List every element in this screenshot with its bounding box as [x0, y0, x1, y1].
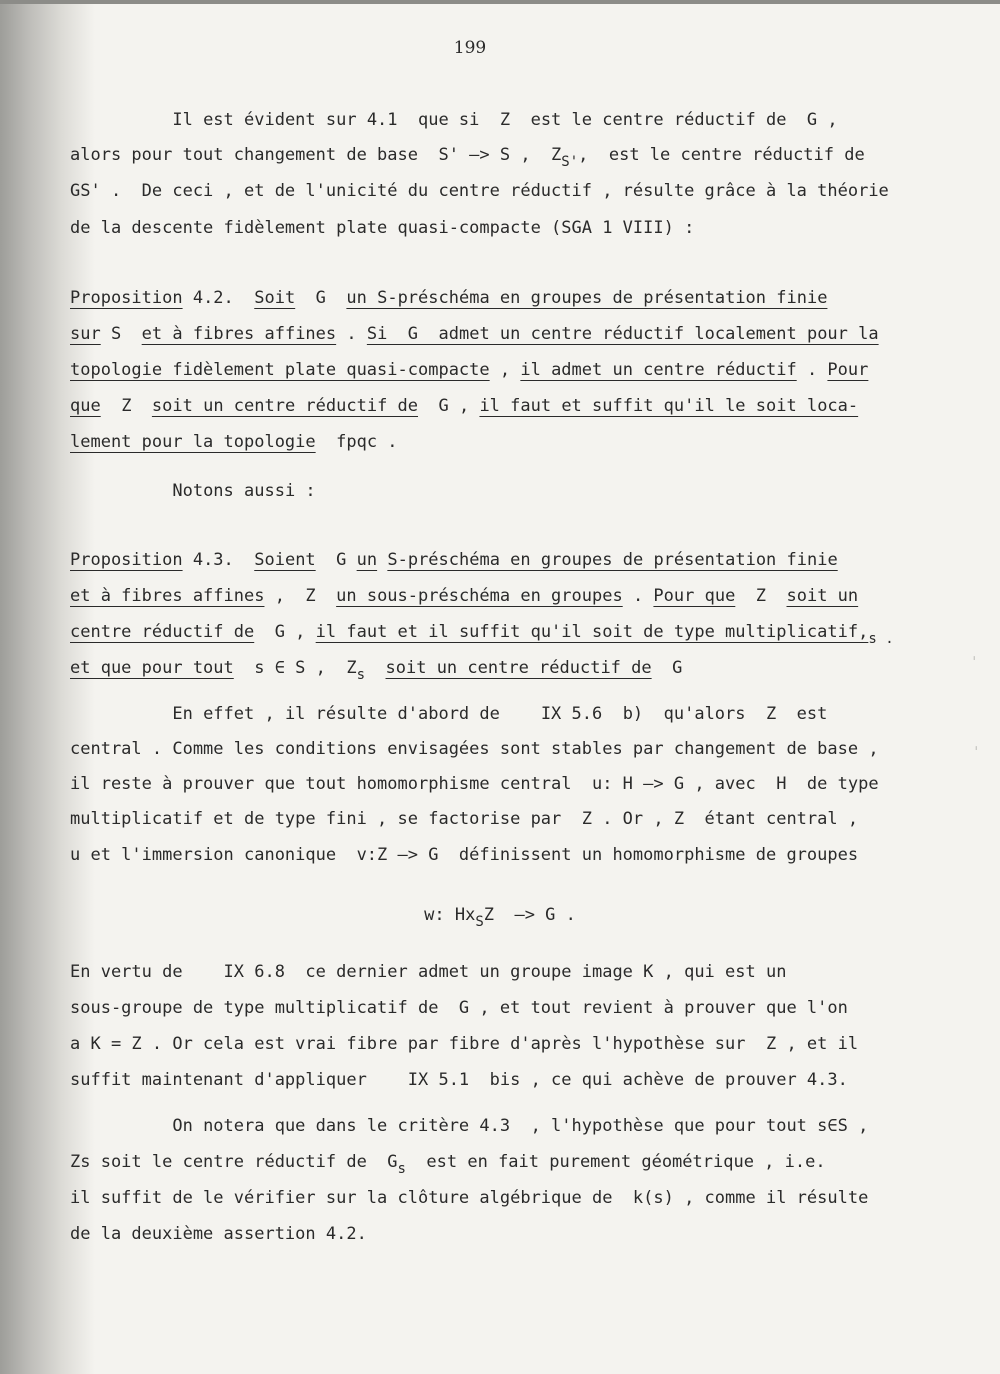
text-line: de la descente fidèlement plate quasi-compacte (SGA 1 VIII) :: [70, 218, 695, 238]
text-line: En effet , il résulte d'abord de IX 5.6 b) qu'alors Z est: [172, 704, 828, 724]
text-line: centre réductif de G , il faut et il suffit qu'il soit de type $multiplicatif,_{s .}$: [70, 622, 894, 647]
text-line: a K = Z . Or cela est vrai fibre par fibre d'après l'hypothèse sur Z , et il: [70, 1034, 859, 1054]
text-line: topologie fidèlement plate quasi-compacte , il admet un centre réductif . Pour: [70, 360, 869, 380]
proposition-4-2: Proposition 4.2. Soit G un S-préschéma en groupes de présentation finie: [70, 288, 828, 308]
text-line: alors pour tout changement de base S' —> S , $Z_{S'}$, est le centre réductif de: [70, 145, 865, 170]
text-line: et à fibres affines , Z un sous-préschéma en groupes . Pour que Z soit un: [70, 586, 859, 606]
text-line: central . Comme les conditions envisagées sont stables par changement de base ,: [70, 739, 879, 759]
text-line: il reste à prouver que tout homomorphisme central u: H —> G , avec H de type: [70, 774, 879, 794]
subscript-s: s .: [868, 631, 894, 647]
scan-speck: ˈ: [970, 655, 979, 671]
top-edge: [0, 0, 1000, 4]
display-formula: w: $Hx_SZ$ —> G .: [424, 905, 576, 930]
text-line: il suffit de le vérifier sur la clôture algébrique de k(s) , comme il résulte: [70, 1188, 869, 1208]
text-line: GS' . De ceci , et de l'unicité du centre réductif , résulte grâce à la théorie: [70, 181, 889, 201]
text-line: suffit maintenant d'appliquer IX 5.1 bis , ce qui achève de prouver 4.3.: [70, 1070, 848, 1090]
text-line: u et l'immersion canonique v:Z —> G définissent un homomorphisme de groupes: [70, 845, 859, 865]
text-line: Notons aussi :: [172, 481, 316, 501]
text-line: que Z soit un centre réductif de G , il faut et suffit qu'il le soit loca-: [70, 396, 859, 416]
text-line: Il est évident sur 4.1 que si Z est le centre réductif de G ,: [172, 110, 838, 130]
text-line: En vertu de IX 6.8 ce dernier admet un groupe image K , qui est un: [70, 962, 787, 982]
text-line: sur S et à fibres affines . Si G admet un centre réductif localement pour la: [70, 324, 879, 344]
text-line: Zs soit le centre réductif de $G_s$ est en fait purement géométrique , i.e.: [70, 1152, 826, 1177]
text-line: lement pour la topologie fpqc .: [70, 432, 398, 452]
text-line: multiplicatif et de type fini , se factorise par Z . Or , Z étant central ,: [70, 809, 859, 829]
text-line: On notera que dans le critère 4.3 , l'hypothèse que pour tout s∈S ,: [172, 1116, 869, 1136]
text-line: et que pour tout s ∈ S , $Z_s$ soit un centre réductif de G: [70, 658, 683, 683]
text-line: sous-groupe de type multiplicatif de G , et tout revient à prouver que l'on: [70, 998, 848, 1018]
text-line: de la deuxième assertion 4.2.: [70, 1224, 367, 1244]
page-number: 199: [453, 38, 487, 58]
proposition-4-3: Proposition 4.3. Soient G un S-préschéma en groupes de présentation finie: [70, 550, 838, 570]
scan-speck: ˈ: [972, 745, 981, 761]
